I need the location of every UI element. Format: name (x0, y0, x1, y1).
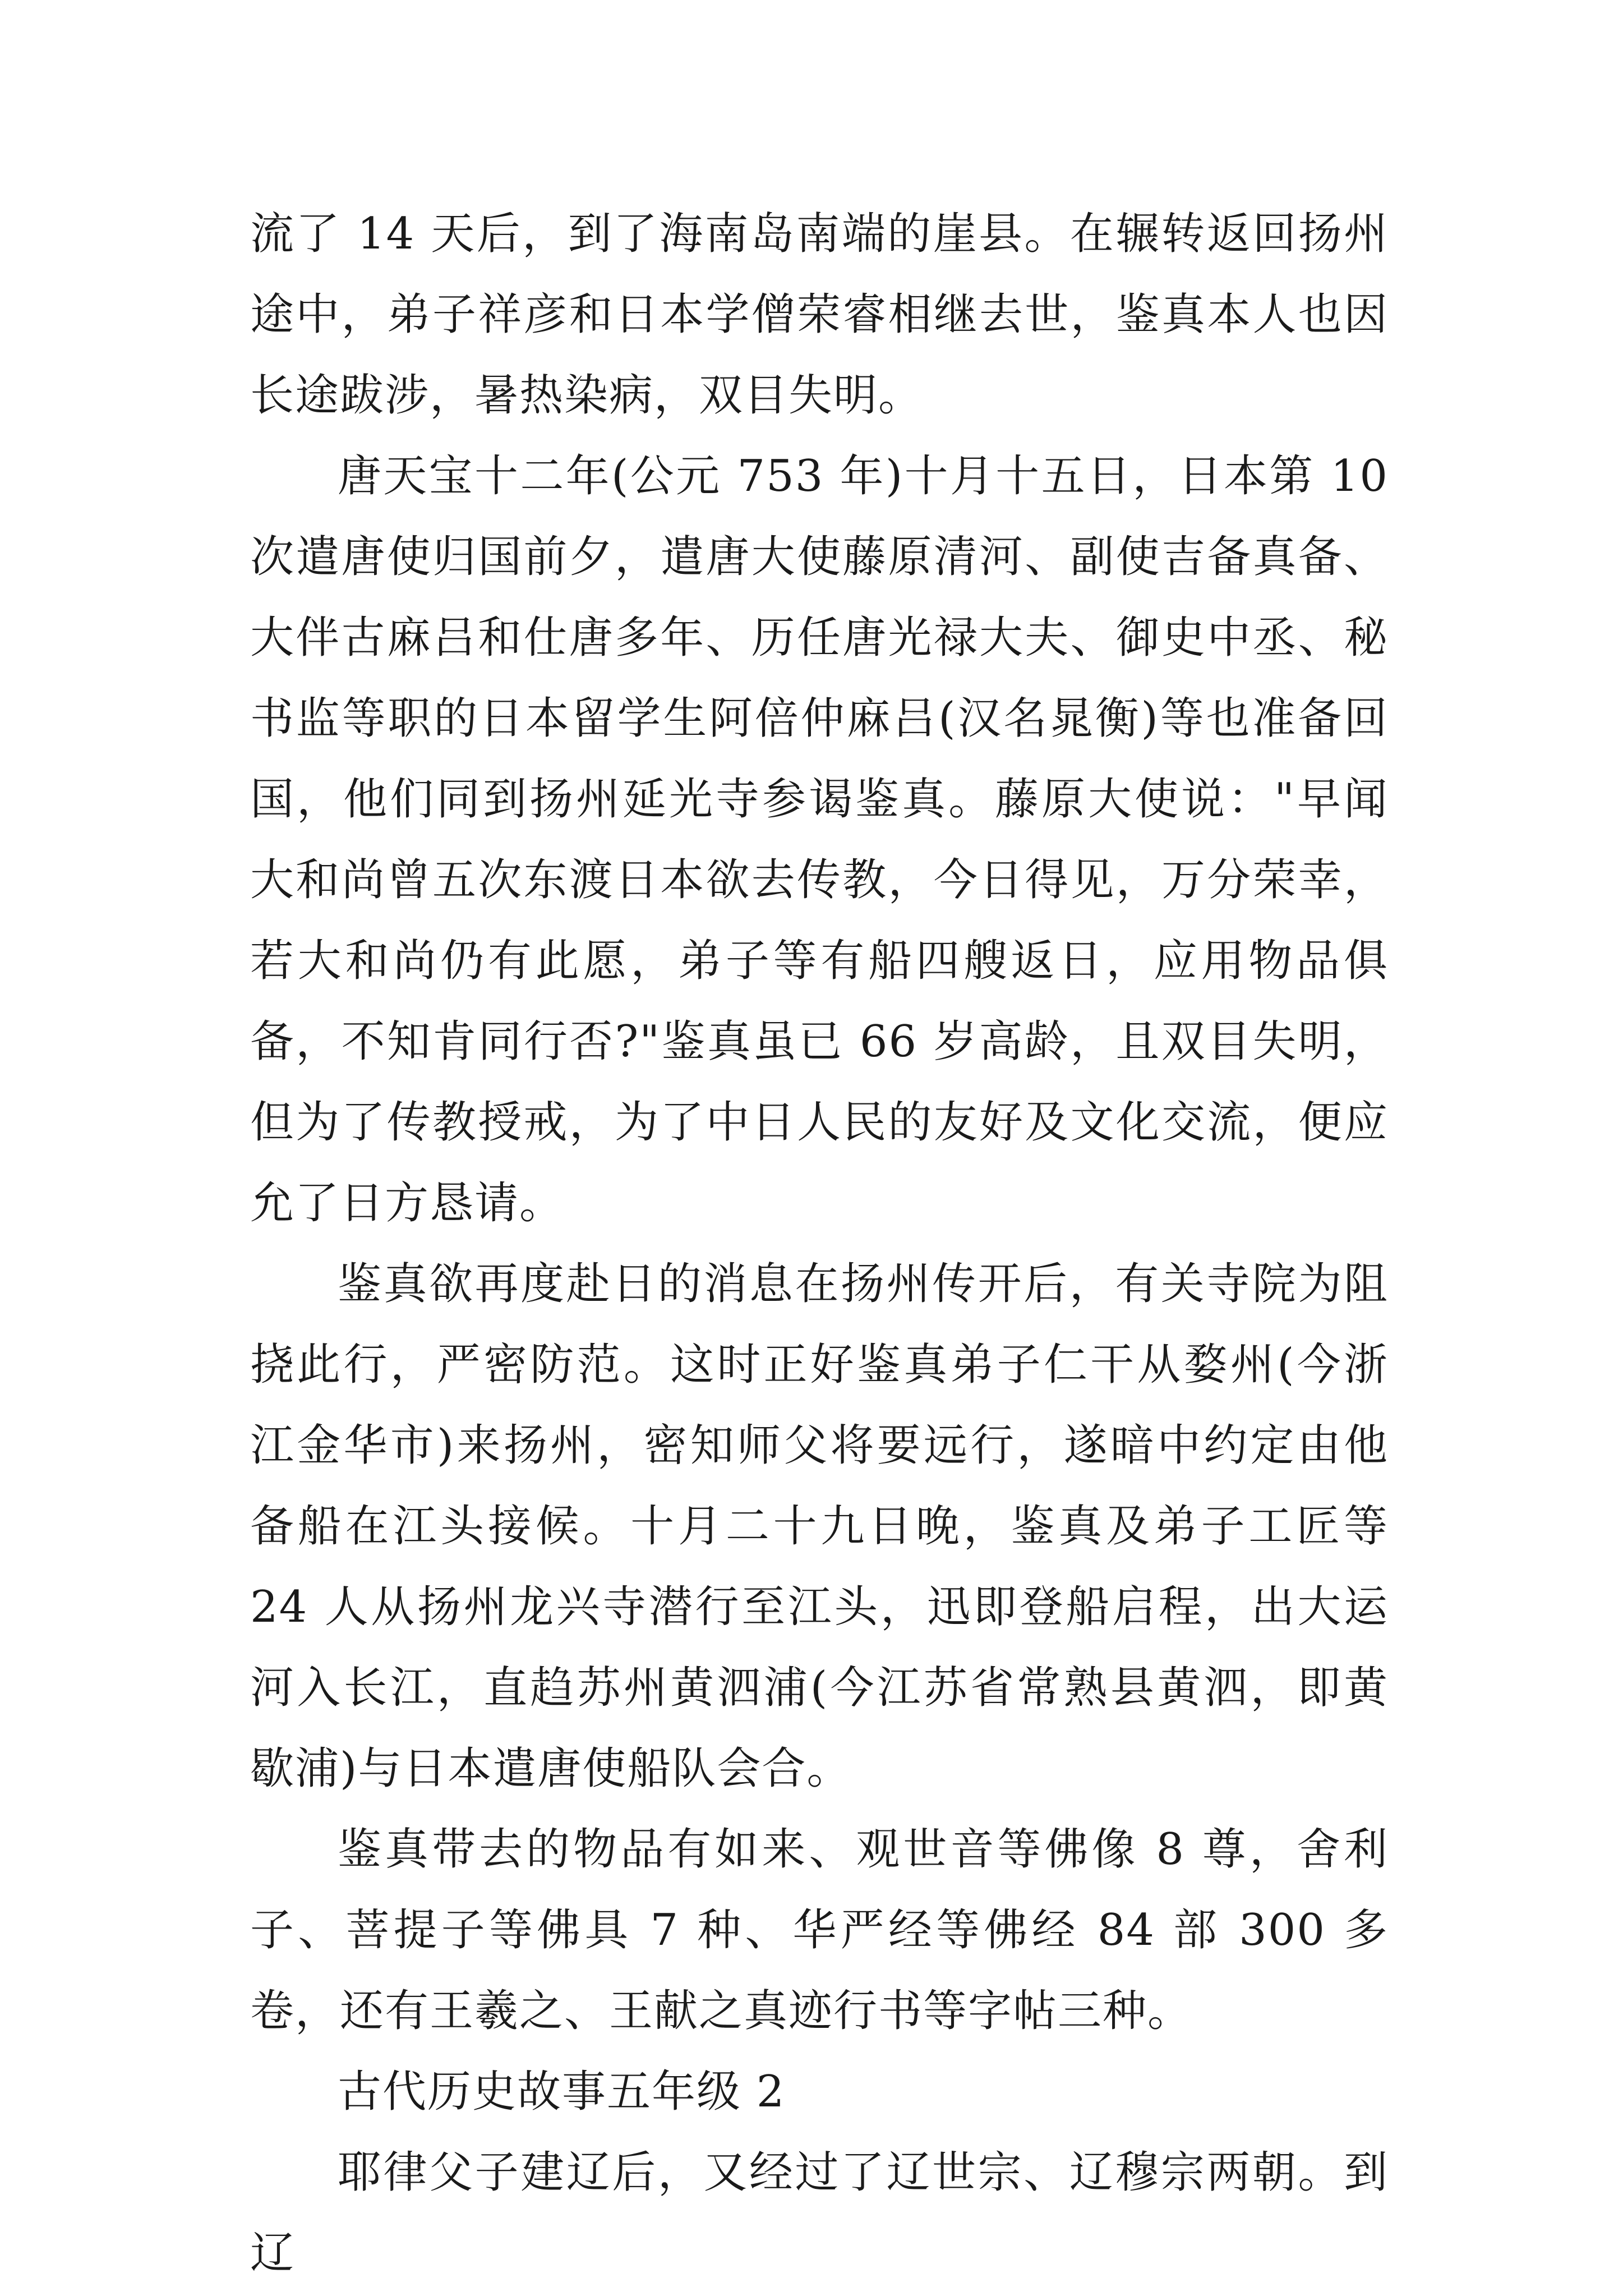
paragraph-continued: 流了 14 天后，到了海南岛南端的崖县。在辗转返回扬州途中，弟子祥彦和日本学僧荣睿相继去世，鉴真本人也因长途跋涉，暑热染病，双目失明。 (250, 209, 1389, 421)
paragraph-departure: 鉴真欲再度赴日的消息在扬州传开后，有关寺院为阻挠此行，严密防范。这时正好鉴真弟子仁干从婺州(今浙江金华市)来扬州，密知师父将要远行，遂暗中约定由他备船在江头接候。十月二十九日晚，鉴真及弟子工匠等 24 人从扬州龙兴寺潜行至江头，迅即登船启程，出大运河入长江，直趋苏州黄泗浦(今江苏省常熟县黄泗，即黄歇浦)与日本遣唐使船队会合。 (250, 1259, 1389, 1794)
paragraph-liao: 耶律父子建辽后，又经过了辽世宗、辽穆宗两朝。到辽 (250, 2147, 1389, 2279)
document-body (250, 194, 1389, 2294)
paragraph-envoy-visit: 唐天宝十二年(公元 753 年)十月十五日，日本第 10 次遣唐使归国前夕，遣唐大使藤原清河、副使吉备真备、大伴古麻吕和仕唐多年、历任唐光禄大夫、御史中丞、秘书监等职的日本留学生阿倍仲麻吕(汉名晁衡)等也准备回国，他们同到扬州延光寺参谒鉴真。藤原大使说："早闻大和尚曾五次东渡日本欲去传教，今日得见，万分荣幸，若大和尚仍有此愿，弟子等有船四艘返日，应用物品俱备，不知肯同行否?"鉴真虽已 66 岁高龄，且双目失明，但为了传教授戒，为了中日人民的友好及文化交流，便应允了日方恳请。 (250, 451, 1389, 1228)
paragraph-items: 鉴真带去的物品有如来、观世音等佛像 8 尊，舍利子、菩提子等佛具 7 种、华严经等佛经 84 部 300 多卷，还有王羲之、王献之真迹行书等字帖三种。 (250, 1824, 1389, 2036)
section-heading: 古代历史故事五年级 2 (338, 2067, 786, 2117)
